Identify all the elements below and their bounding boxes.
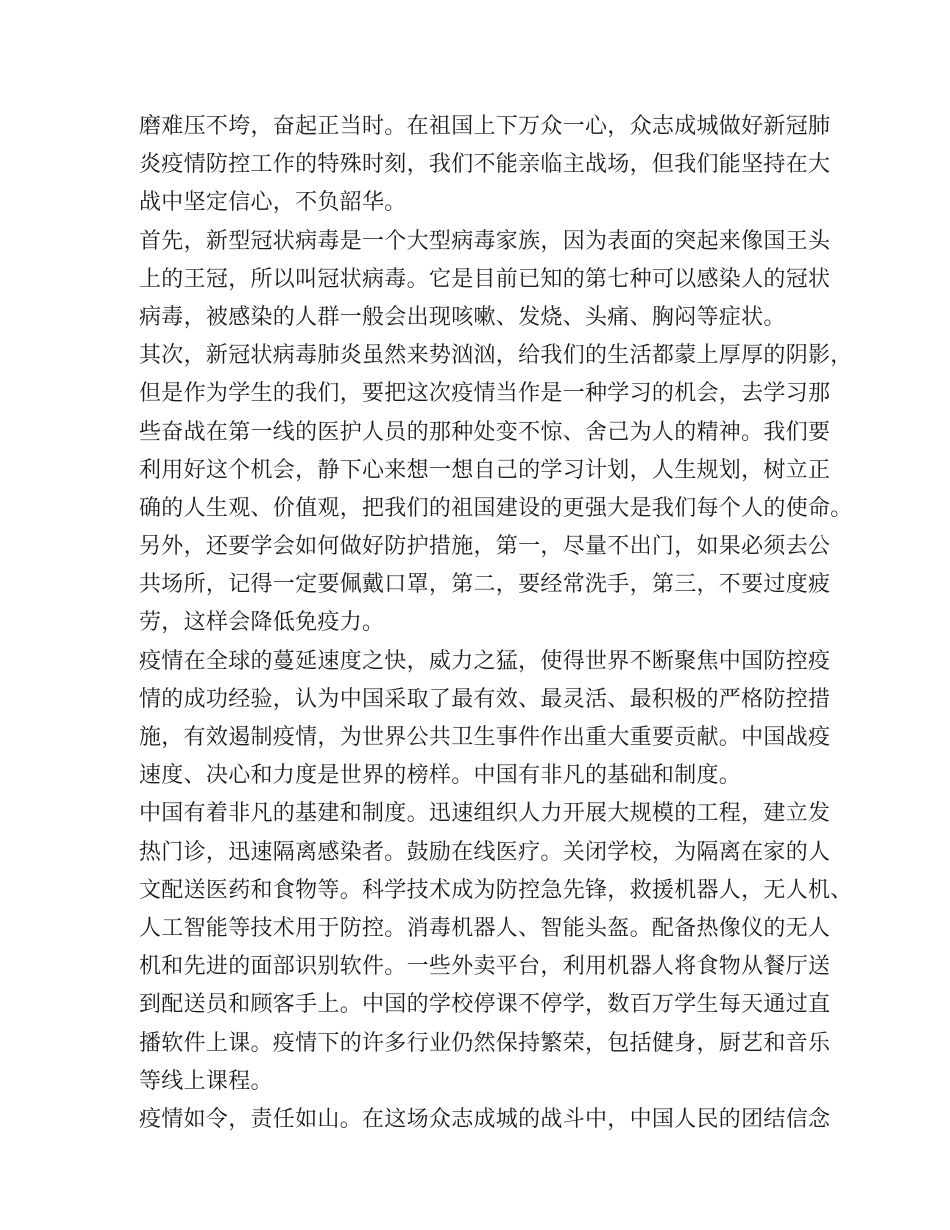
text-line: 劳，这样会降低免疫力。: [139, 610, 385, 636]
document-body: [139, 108, 853, 1139]
text-line: 疫情如令，责任如山。在这场众志成城的战斗中，中国人民的团结信念: [139, 1106, 831, 1132]
text-line: 上的王冠，所以叫冠状病毒。它是目前已知的第七种可以感染人的冠状: [139, 266, 831, 292]
text-line: 磨难压不垮，奋起正当时。在祖国上下万众一心，众志成城做好新冠肺: [139, 114, 831, 139]
text-line: 中国有着非凡的基建和制度。迅速组织人力开展大规模的工程，建立发: [139, 801, 831, 827]
text-line: 炎疫情防控工作的特殊时刻，我们不能亲临主战场，但我们能坚持在大: [139, 152, 831, 178]
text-line: 情的成功经验，认为中国采取了最有效、最灵活、最积极的严格防控措: [139, 686, 831, 712]
text-line: 播软件上课。疫情下的许多行业仍然保持繁荣，包括健身，厨艺和音乐: [139, 1030, 831, 1056]
text-line: 共场所，记得一定要佩戴口罩，第二，要经常洗手，第三，不要过度疲: [139, 572, 831, 598]
text-line: 病毒，被感染的人群一般会出现咳嗽、发烧、头痛、胸闷等症状。: [139, 304, 786, 330]
text-line: 其次，新冠状病毒肺炎虽然来势汹汹，给我们的生活都蒙上厚厚的阴影，: [139, 343, 853, 369]
text-line: 些奋战在第一线的医护人员的那种处变不惊、舍己为人的精神。我们要: [139, 419, 831, 445]
text-line: 等线上课程。: [139, 1068, 273, 1094]
text-line: 人工智能等技术用于防控。消毒机器人、智能头盔。配备热像仪的无人: [139, 915, 831, 941]
text-line: 但是作为学生的我们，要把这次疫情当作是一种学习的机会，去学习那: [139, 381, 831, 407]
text-line: 另外，还要学会如何做好防护措施，第一，尽量不出门，如果必须去公: [139, 534, 831, 560]
text-line: 机和先进的面部识别软件。一些外卖平台，利用机器人将食物从餐厅送: [139, 954, 831, 980]
text-line: 文配送医药和食物等。科学技术成为防控急先锋，救援机器人，无人机、: [139, 877, 853, 903]
text-line: 确的人生观、价值观，把我们的祖国建设的更强大是我们每个人的使命。: [139, 495, 853, 521]
text-line: 施，有效遏制疫情，为世界公共卫生事件作出重大重要贡献。中国战疫: [139, 725, 831, 750]
text-line: 疫情在全球的蔓延速度之快，威力之猛，使得世界不断聚焦中国防控疫: [139, 648, 831, 674]
text-line: 首先，新型冠状病毒是一个大型病毒家族，因为表面的突起来像国王头: [139, 228, 831, 254]
text-line: 战中坚定信心，不负韶华。: [139, 190, 407, 216]
text-line: 利用好这个机会，静下心来想一想自己的学习计划，人生规划，树立正: [139, 457, 831, 483]
text-line: 速度、决心和力度是世界的榜样。中国有非凡的基础和制度。: [139, 763, 742, 789]
text-line: 热门诊，迅速隔离感染者。鼓励在线医疗。关闭学校，为隔离在家的人: [139, 839, 831, 865]
text-line: 到配送员和顾客手上。中国的学校停课不停学，数百万学生每天通过直: [139, 992, 831, 1018]
